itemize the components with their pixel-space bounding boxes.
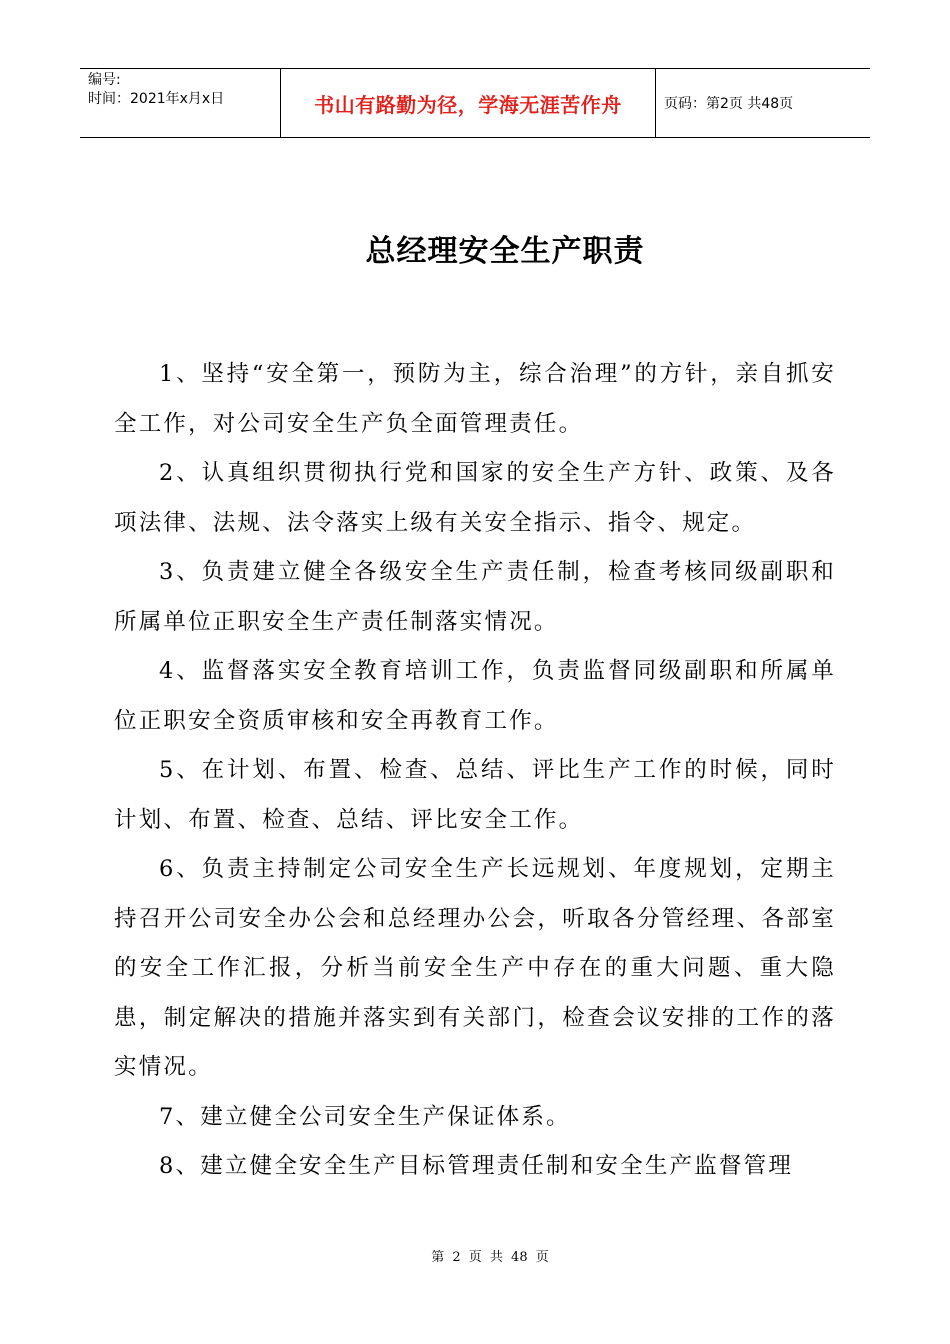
paragraph-5: 5、在计划、布置、检查、总结、评比生产工作的时候，同时计划、布置、检查、总结、评比安全工作。 (114, 757, 836, 833)
paragraph-7: 7、建立健全公司安全生产保证体系。 (159, 1103, 571, 1130)
number-label: 编号: (88, 72, 121, 88)
page-info: 页码：第2页 共48页 (664, 96, 794, 112)
paragraph-6: 6、负责主持制定公司安全生产长远规划、年度规划，定期主持召开公司安全办公会和总经理办公会，听取各分管经理、各部室的安全工作汇报，分析当前安全生产中存在的重大问题、重大隐患，制定解决的措施并落实到有关部门，检查会议安排的工作的落实情况。 (114, 856, 836, 1080)
paragraph-8: 8、建立健全安全生产目标管理责任制和安全生产监督管理 (159, 1153, 794, 1179)
motto-text: 书山有路勤为径，学海无涯苦作舟 (314, 92, 622, 117)
document-title: 总经理安全生产职责 (365, 234, 645, 269)
date-label: 时间：2021年x月x日 (88, 91, 225, 107)
paragraph-1: 1、坚持“安全第一，预防为主，综合治理”的方针，亲自抓安全工作，对公司安全生产负全面管理责任。 (114, 361, 836, 437)
page-footer: 第 2 页 共 48 页 (431, 1250, 549, 1265)
header-meta (80, 69, 280, 137)
header-page-cell (656, 69, 870, 137)
header-motto-cell (280, 69, 656, 137)
document-body (114, 350, 836, 1192)
paragraph-3: 3、负责建立健全各级安全生产责任制，检查考核同级副职和所属单位正职安全生产责任制落实情况。 (114, 559, 836, 635)
document-header (80, 68, 870, 138)
paragraph-2: 2、认真组织贯彻执行党和国家的安全生产方针、政策、及各项法律、法规、法令落实上级有关安全指示、指令、规定。 (114, 460, 836, 536)
paragraph-4: 4、监督落实安全教育培训工作，负责监督同级副职和所属单位正职安全资质审核和安全再教育工作。 (114, 658, 836, 734)
